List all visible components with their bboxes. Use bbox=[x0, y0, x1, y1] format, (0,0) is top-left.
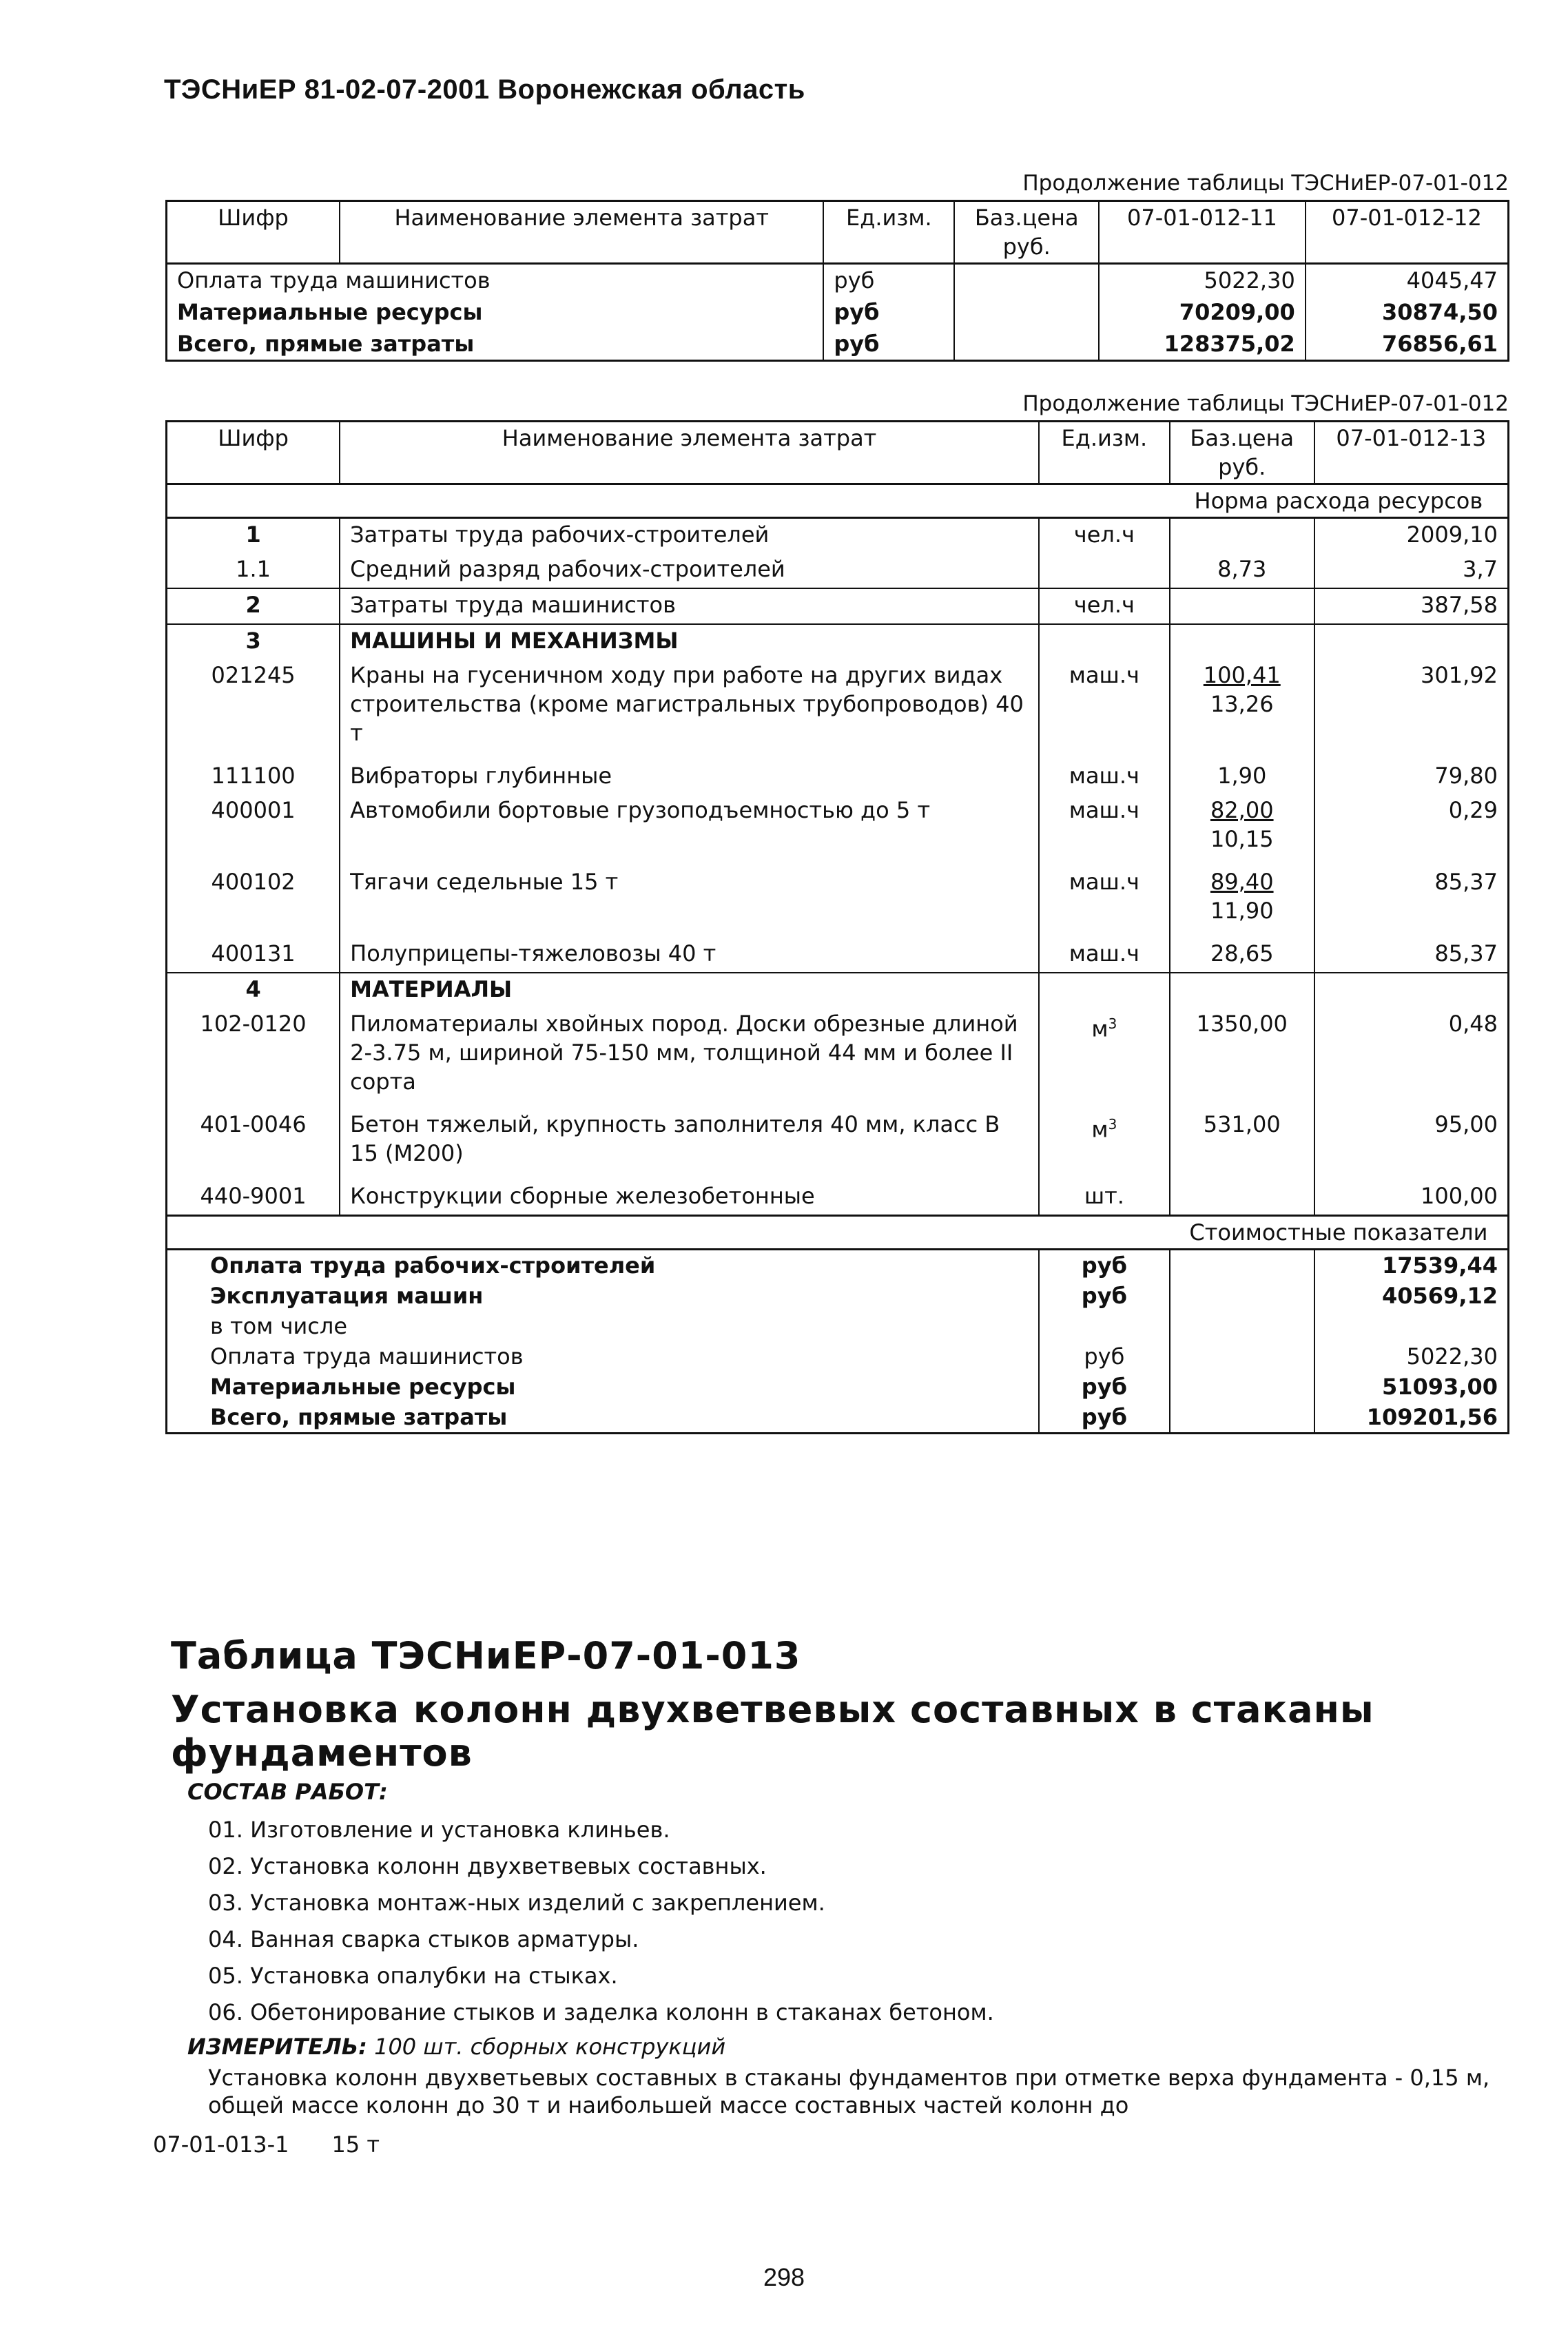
unit-text: м bbox=[1091, 1015, 1108, 1042]
row-name: Затраты труда рабочих-строителей bbox=[340, 518, 1039, 554]
row-value: 301,92 bbox=[1314, 659, 1509, 760]
row-unit bbox=[1039, 760, 1170, 794]
table-row bbox=[167, 296, 1509, 328]
works-list bbox=[208, 1812, 994, 2031]
row-unit: руб bbox=[823, 296, 954, 328]
code-line bbox=[153, 2131, 380, 2158]
row-name: Всего, прямые затраты bbox=[177, 331, 475, 357]
measure-value: 100 шт. сборных конструкций bbox=[374, 2034, 726, 2060]
cost-unit: руб bbox=[1039, 1281, 1170, 1311]
row-code: 1 bbox=[245, 521, 261, 548]
row-value: 387,58 bbox=[1314, 588, 1509, 624]
row-name: Бетон тяжелый, крупность заполнителя 40 мм, класс В 15 (М200) bbox=[340, 1108, 1039, 1180]
unit-text: чел.ч bbox=[1073, 521, 1135, 548]
table2-header-price: Баз.цена руб. bbox=[1170, 422, 1314, 484]
row-name: Пиломатериалы хвойных пород. Доски обрезные длиной 2-3.75 м, шириной 75-150 мм, толщиной 44 мм и более II сорта bbox=[340, 1008, 1039, 1108]
table2-continuation-label: Продолжение таблицы ТЭСНиЕР-07-01-012 bbox=[1022, 391, 1509, 416]
row-name: Тягачи седельные 15 т bbox=[340, 866, 1039, 938]
cost-name: Оплата труда рабочих-строителей bbox=[210, 1252, 656, 1279]
price-main: 100,41 bbox=[1203, 662, 1281, 688]
table-row bbox=[167, 1180, 1509, 1216]
norm-label: Норма расхода ресурсов bbox=[1170, 484, 1509, 518]
works-item: 03. Установка монтаж-ных изделий с закреплением. bbox=[208, 1890, 825, 1916]
row-code: 4 bbox=[167, 973, 340, 1008]
cost-unit: руб bbox=[1039, 1341, 1170, 1372]
cost-row bbox=[167, 1372, 1509, 1402]
cost-row bbox=[167, 1250, 1509, 1281]
cost-name: в том числе bbox=[210, 1313, 347, 1339]
row-code: 021245 bbox=[211, 662, 296, 688]
row-code: 111100 bbox=[211, 763, 296, 789]
row-code: 1.1 bbox=[236, 556, 271, 582]
norm-label-row bbox=[167, 484, 1509, 518]
row-price bbox=[1170, 973, 1314, 1008]
table-subtitle: Установка колонн двухветвевых составных в стаканы фундаментов bbox=[171, 1688, 1374, 1775]
row-value: 79,80 bbox=[1314, 760, 1509, 794]
row-code: 2 bbox=[167, 588, 340, 624]
cost-price bbox=[1170, 1281, 1314, 1311]
row-value-2: 4045,47 bbox=[1306, 264, 1509, 297]
row-value: 85,37 bbox=[1314, 866, 1509, 938]
row-unit bbox=[1039, 588, 1170, 624]
row-unit: руб bbox=[823, 264, 954, 297]
row-unit: руб bbox=[823, 328, 954, 361]
row-unit bbox=[1039, 518, 1170, 554]
table-row bbox=[167, 760, 1509, 794]
row-name: Полуприцепы-тяжеловозы 40 т bbox=[340, 938, 1039, 973]
measure-label: ИЗМЕРИТЕЛЬ: bbox=[187, 2034, 367, 2060]
table1-header-row bbox=[167, 201, 1509, 264]
cost-value bbox=[1314, 1311, 1509, 1341]
works-label: СОСТАВ РАБОТ: bbox=[187, 1779, 388, 1805]
row-unit bbox=[1039, 553, 1170, 588]
price-secondary: 10,15 bbox=[1210, 826, 1274, 852]
row-unit bbox=[1039, 1180, 1170, 1216]
row-price bbox=[1170, 553, 1314, 588]
unit-superscript: 3 bbox=[1108, 1015, 1117, 1032]
row-name: Материальные ресурсы bbox=[177, 299, 483, 325]
cost-label: Стоимостные показатели bbox=[1170, 1216, 1509, 1250]
page-number: 298 bbox=[763, 2263, 805, 2291]
cost-unit: руб bbox=[1039, 1402, 1170, 1434]
table1-continuation-label: Продолжение таблицы ТЭСНиЕР-07-01-012 bbox=[1022, 171, 1509, 196]
row-name: Средний разряд рабочих-строителей bbox=[340, 553, 1039, 588]
row-code: 440-9001 bbox=[200, 1183, 307, 1209]
row-price bbox=[1170, 1180, 1314, 1216]
unit-text: чел.ч bbox=[1073, 592, 1135, 618]
unit-superscript: 3 bbox=[1108, 1116, 1117, 1133]
table-row bbox=[167, 624, 1509, 659]
price-main: 28,65 bbox=[1210, 940, 1274, 967]
row-price bbox=[1170, 1108, 1314, 1180]
table1-header-col1: 07-01-012-11 bbox=[1099, 201, 1306, 264]
row-unit bbox=[1039, 973, 1170, 1008]
row-value: 0,29 bbox=[1314, 794, 1509, 866]
code: 07-01-013-1 bbox=[153, 2131, 289, 2158]
cost-value: 40569,12 bbox=[1314, 1281, 1509, 1311]
table2-header-name: Наименование элемента затрат bbox=[340, 422, 1039, 484]
table-row bbox=[167, 553, 1509, 588]
row-unit bbox=[1039, 1108, 1170, 1180]
row-name: Оплата труда машинистов bbox=[177, 267, 491, 293]
row-price bbox=[1170, 1008, 1314, 1108]
table-row bbox=[167, 866, 1509, 938]
table1-header-code: Шифр bbox=[167, 201, 340, 264]
table2-header-code: Шифр bbox=[167, 422, 340, 484]
description-line: общей массе колонн до 30 т и наибольшей массе составных частей колонн до bbox=[208, 2092, 1129, 2118]
row-code: 400001 bbox=[211, 797, 296, 823]
document-header-title: ТЭСНиЕР 81-02-07-2001 Воронежская область bbox=[164, 74, 805, 105]
cost-row bbox=[167, 1281, 1509, 1311]
unit-text: м bbox=[1091, 1116, 1108, 1143]
row-price bbox=[1170, 659, 1314, 760]
row-unit bbox=[1039, 794, 1170, 866]
cost-row bbox=[167, 1311, 1509, 1341]
cost-price bbox=[1170, 1341, 1314, 1372]
description bbox=[208, 2064, 1517, 2119]
row-name: Краны на гусеничном ходу при работе на других видах строительства (кроме магистральных трубопроводов) 40 т bbox=[340, 659, 1039, 760]
row-value-1: 128375,02 bbox=[1099, 328, 1306, 361]
table1-header-price: Баз.цена руб. bbox=[954, 201, 1099, 264]
row-price bbox=[954, 328, 1099, 361]
table-row bbox=[167, 938, 1509, 973]
table-title: Таблица ТЭСНиЕР-07-01-013 bbox=[171, 1634, 801, 1677]
cost-spacer bbox=[167, 1216, 1170, 1250]
row-unit bbox=[1039, 938, 1170, 973]
row-value-2: 30874,50 bbox=[1306, 296, 1509, 328]
works-item: 06. Обетонирование стыков и заделка колонн в стаканах бетоном. bbox=[208, 1999, 994, 2025]
cost-unit bbox=[1039, 1311, 1170, 1341]
row-value: 2009,10 bbox=[1314, 518, 1509, 554]
row-price bbox=[954, 296, 1099, 328]
cost-price bbox=[1170, 1372, 1314, 1402]
price-main: 89,40 bbox=[1210, 869, 1274, 895]
cost-name: Оплата труда машинистов bbox=[210, 1343, 524, 1370]
cost-value: 5022,30 bbox=[1314, 1341, 1509, 1372]
cost-name: Материальные ресурсы bbox=[210, 1374, 516, 1400]
unit-text: маш.ч bbox=[1069, 662, 1139, 688]
table1-header-name: Наименование элемента затрат bbox=[340, 201, 823, 264]
table-row bbox=[167, 1108, 1509, 1180]
cost-price bbox=[1170, 1311, 1314, 1341]
description-line: Установка колонн двухветьевых составных в стаканы фундаментов при отметке верха фундамента - 0,15 м, bbox=[208, 2065, 1490, 2091]
unit-text: маш.ч bbox=[1069, 869, 1139, 895]
row-price bbox=[1170, 866, 1314, 938]
unit-text: шт. bbox=[1084, 1183, 1124, 1209]
price-main: 1350,00 bbox=[1196, 1011, 1288, 1037]
price-main: 1,90 bbox=[1217, 763, 1267, 789]
cost-row bbox=[167, 1402, 1509, 1434]
cost-value: 109201,56 bbox=[1314, 1402, 1509, 1434]
table-row bbox=[167, 973, 1509, 1008]
measure bbox=[187, 2034, 725, 2060]
row-value: 85,37 bbox=[1314, 938, 1509, 973]
row-price bbox=[1170, 794, 1314, 866]
table2-header-unit: Ед.изм. bbox=[1039, 422, 1170, 484]
table-row bbox=[167, 264, 1509, 297]
row-price bbox=[1170, 588, 1314, 624]
works-item: 01. Изготовление и установка клиньев. bbox=[208, 1817, 670, 1843]
row-name: МАШИНЫ И МЕХАНИЗМЫ bbox=[340, 624, 1039, 659]
cost-value: 51093,00 bbox=[1314, 1372, 1509, 1402]
row-value: 100,00 bbox=[1314, 1180, 1509, 1216]
unit-text: маш.ч bbox=[1069, 763, 1139, 789]
table1-header-unit: Ед.изм. bbox=[823, 201, 954, 264]
row-value bbox=[1314, 973, 1509, 1008]
cost-unit: руб bbox=[1039, 1250, 1170, 1281]
row-unit bbox=[1039, 866, 1170, 938]
cost-name: Всего, прямые затраты bbox=[210, 1404, 508, 1430]
cost-value: 17539,44 bbox=[1314, 1250, 1509, 1281]
row-unit bbox=[1039, 624, 1170, 659]
row-price bbox=[1170, 624, 1314, 659]
row-value: 3,7 bbox=[1314, 553, 1509, 588]
row-value-1: 5022,30 bbox=[1099, 264, 1306, 297]
cost-label-row bbox=[167, 1216, 1509, 1250]
norm-spacer bbox=[167, 484, 1170, 518]
cost-unit: руб bbox=[1039, 1372, 1170, 1402]
price-main: 82,00 bbox=[1210, 797, 1274, 823]
works-item: 02. Установка колонн двухветвевых составных. bbox=[208, 1853, 767, 1879]
code-value: 15 т bbox=[331, 2131, 380, 2158]
table-row bbox=[167, 794, 1509, 866]
price-main: 8,73 bbox=[1217, 556, 1267, 582]
works-item: 05. Установка опалубки на стыках. bbox=[208, 1963, 618, 1989]
row-name: Автомобили бортовые грузоподъемностью до 5 т bbox=[340, 794, 1039, 866]
works-item: 04. Ванная сварка стыков арматуры. bbox=[208, 1926, 639, 1952]
row-name: Затраты труда машинистов bbox=[340, 588, 1039, 624]
row-unit bbox=[1039, 1008, 1170, 1108]
table1 bbox=[165, 200, 1509, 362]
row-name: МАТЕРИАЛЫ bbox=[340, 973, 1039, 1008]
table-row bbox=[167, 328, 1509, 361]
table2-header-col1: 07-01-012-13 bbox=[1314, 422, 1509, 484]
row-name: Вибраторы глубинные bbox=[340, 760, 1039, 794]
price-secondary: 13,26 bbox=[1210, 691, 1274, 717]
table-row bbox=[167, 518, 1509, 554]
unit-text: маш.ч bbox=[1069, 940, 1139, 967]
row-value: 95,00 bbox=[1314, 1108, 1509, 1180]
row-price bbox=[954, 264, 1099, 297]
row-value: 0,48 bbox=[1314, 1008, 1509, 1108]
cost-name: Эксплуатация машин bbox=[210, 1283, 484, 1309]
row-code: 3 bbox=[167, 624, 340, 659]
cost-price bbox=[1170, 1402, 1314, 1434]
row-value bbox=[1314, 624, 1509, 659]
row-code: 400131 bbox=[211, 940, 296, 967]
cost-row bbox=[167, 1341, 1509, 1372]
row-price bbox=[1170, 938, 1314, 973]
price-secondary: 11,90 bbox=[1210, 898, 1274, 924]
row-price bbox=[1170, 518, 1314, 554]
row-code: 400102 bbox=[211, 869, 296, 895]
cost-price bbox=[1170, 1250, 1314, 1281]
row-code: 401-0046 bbox=[200, 1111, 307, 1137]
row-code: 102-0120 bbox=[200, 1011, 307, 1037]
unit-text: маш.ч bbox=[1069, 797, 1139, 823]
table2 bbox=[165, 420, 1509, 1434]
table1-header-col2: 07-01-012-12 bbox=[1306, 201, 1509, 264]
table-row bbox=[167, 588, 1509, 624]
price-main: 531,00 bbox=[1203, 1111, 1281, 1137]
table-row bbox=[167, 659, 1509, 760]
row-price bbox=[1170, 760, 1314, 794]
row-unit bbox=[1039, 659, 1170, 760]
row-name: Конструкции сборные железобетонные bbox=[340, 1180, 1039, 1216]
row-value-1: 70209,00 bbox=[1099, 296, 1306, 328]
table-row bbox=[167, 1008, 1509, 1108]
row-value-2: 76856,61 bbox=[1306, 328, 1509, 361]
table2-header-row bbox=[167, 422, 1509, 484]
